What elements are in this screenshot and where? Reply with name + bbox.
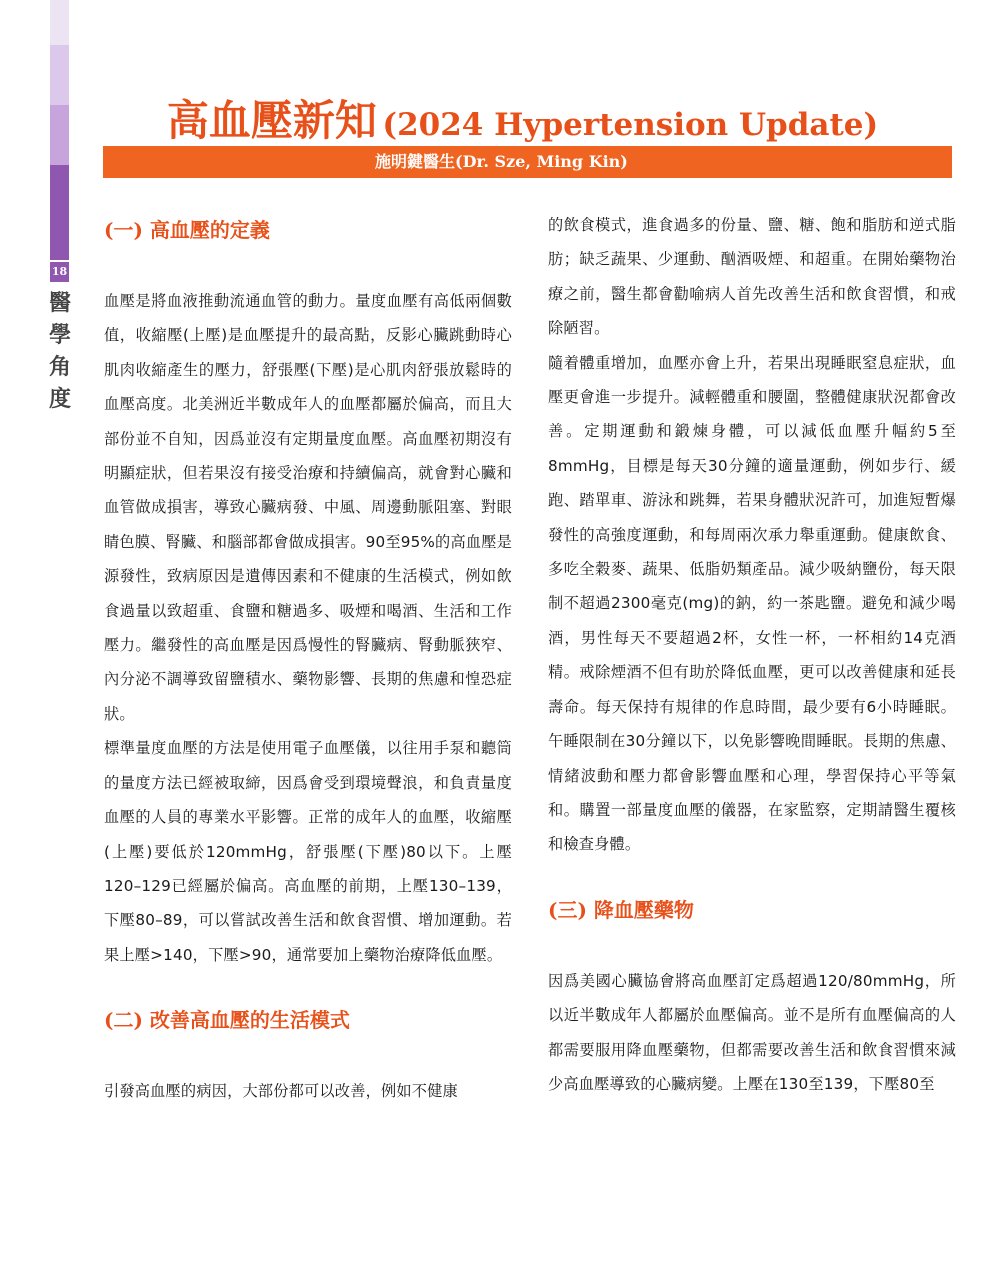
section-heading-1: (一) 高血壓的定義	[104, 218, 270, 242]
side-bar-segment	[50, 165, 69, 260]
section-name: 醫學角度	[48, 290, 71, 412]
paragraph: 血壓是將血液推動流通血管的動力。量度血壓有高低兩個數值，收縮壓(上壓)是血壓提升的最高點，反影心臟跳動時心肌肉收縮產生的壓力，舒張壓(下壓)是心肌肉舒張放鬆時的血壓高度。北美洲近半數成年人的血壓都屬於偏高，而且大部份並不自知，因爲並沒有定期量度血壓。高血壓初期沒有明顯症狀，但若果沒有接受治療和持續偏高，就會對心臟和血管做成損害，導致心臟病發、中風、周邊動脈阻塞、對眼睛色膜、腎臟、和腦部都會做成損害。90至95%的高血壓是源發性，致病原因是遺傳因素和不健康的生活模式，例如飲食過量以致超重、食鹽和糖過多、吸煙和喝酒、生活和工作壓力。繼發性的高血壓是因爲慢性的腎臟病、腎動脈狹窄、內分泌不調導致留鹽積水、藥物影響、長期的焦慮和惶恐症狀。	[104, 292, 512, 723]
left-column	[104, 212, 512, 1109]
section-heading-3: (三) 降血壓藥物	[548, 897, 694, 922]
author-name: 施明鍵醫生(Dr. Sze, Ming Kin)	[375, 152, 628, 171]
right-column	[548, 208, 956, 1101]
title-chinese: 高血壓新知	[166, 96, 377, 145]
paragraph: 引發高血壓的病因，大部份都可以改善，例如不健康	[104, 1082, 458, 1101]
paragraph: 隨着體重增加，血壓亦會上升，若果出現睡眠窒息症狀，血壓更會進一步提升。減輕體重和腰圍，整體健康狀況都會改善。定期運動和鍛煉身體，可以減低血壓升幅約5至8mmHg，目標是每天30分鐘的適量運動，例如步行、緩跑、踏單車、游泳和跳舞，若果身體狀況許可，加進短暫爆發性的高強度運動，和每周兩次承力舉重運動。健康飲食、多吃全穀麥、蔬果、低脂奶類產品。減少吸納鹽份，每天限制不超過2300毫克(mg)的鈉，約一茶匙鹽。避免和減少喝酒，男性每天不要超過2杯，女性一杯，一杯相約14克酒精。戒除煙酒不但有助於降低血壓，更可以改善健康和延長壽命。每天保持有規律的作息時間，最少要有6小時睡眠。午睡限制在30分鐘以下，以免影響晚間睡眠。長期的焦慮、情緒波動和壓力都會影響血壓和心理，學習保持心平等氣和。購置一部量度血壓的儀器，在家監察，定期請醫生覆核和檢查身體。	[548, 353, 956, 854]
title-english: (2024 Hypertension Update)	[382, 107, 879, 143]
page-number: 18	[50, 262, 69, 282]
paragraph: 因爲美國心臟協會將高血壓訂定爲超過120/80mmHg，所以近半數成年人都屬於血壓偏高。並不是所有血壓偏高的人都需要服用降血壓藥物，但都需要改善生活和飲食習慣來減少高血壓導致的心臟病變。上壓在130至139，下壓80至	[548, 971, 956, 1093]
paragraph: 標準量度血壓的方法是使用電子血壓儀，以往用手泵和聽筒的量度方法已經被取締，因爲會受到環境聲浪，和負責量度血壓的人員的專業水平影響。正常的成年人的血壓，收縮壓(上壓)要低於120mmHg，舒張壓(下壓)80以下。上壓120–129已經屬於偏高。高血壓的前期，上壓130–139，下壓80–89，可以嘗試改善生活和飲食習慣、增加運動。若果上壓>140，下壓>90，通常要加上藥物治療降低血壓。	[104, 739, 512, 964]
article-title	[0, 88, 1000, 148]
side-bar-segment	[50, 0, 69, 45]
section-heading-2: (二) 改善高血壓的生活模式	[104, 1008, 350, 1033]
paragraph: 的飲食模式，進食過多的份量、鹽、糖、飽和脂肪和逆式脂肪；缺乏蔬果、少運動、酗酒吸煙、和超重。在開始藥物治療之前，醫生都會勸喻病人首先改善生活和飲食習慣，和戒除陋習。	[548, 216, 956, 338]
author-bar	[103, 146, 952, 178]
